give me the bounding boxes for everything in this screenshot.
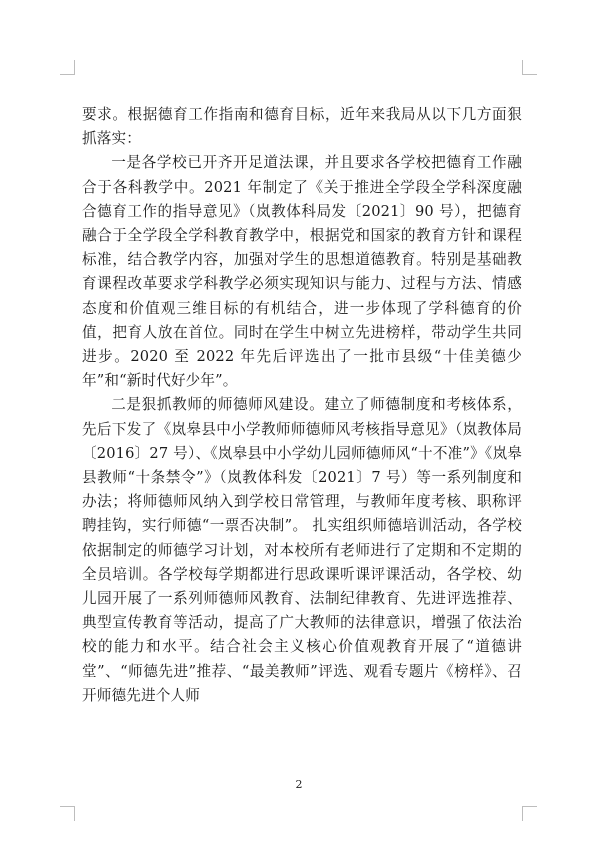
paragraph-teacher-ethics: 二是狠抓教师的师德师风建设。建立了师德制度和考核体系，先后下发了《岚皋县中小学教师师德师风考核指导意见》（岚教体局〔2016〕27 号）、《岚皋县中小学幼儿园师德师风“十不准”》《岚皋县教师“十条禁令”》（岚教体科发〔2021〕7 号）等一系列制度和办法；将师德师风纳入到学校日常管理，与教师年度考核、职称评聘挂钩，实行师德“一票否决制”。 扎实组织师德培训活动，各学校依据制定的师德学习计划，对本校所有老师进行了定期和不定期的全员培训。各学校每学期都进行思政课听课评课活动，各学校、幼儿园开展了一系列师德师风教育、法制纪律教育、先进评选推荐、典型宣传教育等活动，提高了广大教师的法律意识，增强了依法治校的能力和水平。结合社会主义核心价值观教育开展了“道德讲堂”、“师德先进”推荐、“最美教师”评选、观看专题片《榜样》、召开师德先进个人师 [82, 396, 522, 704]
crop-mark-top-left [60, 60, 75, 75]
paragraph-continuation: 要求。根据德育工作指南和德育目标，近年来我局从以下几方面狠抓落实： [82, 106, 522, 148]
crop-mark-top-right [522, 60, 537, 75]
page-number: 2 [295, 778, 303, 791]
document-body [82, 103, 522, 708]
crop-mark-bottom-left [60, 806, 75, 821]
crop-mark-bottom-right [522, 806, 537, 821]
paragraph-moral-education-curriculum: 一是各学校已开齐开足道法课，并且要求各学校把德育工作融合于各科教学中。2021 年制定了《关于推进全学段全学科深度融合德育工作的指导意见》（岚教体科局发〔2021〕90 号），把德育融合于全学段全学科教育教学中，根据党和国家的教育方针和课程标准，结合教学内容，加强对学生的思想道德教育。特别是基础教育课程改革要求学科教学必须实现知识与能力、过程与方法、情感态度和价值观三维目标的有机结合，进一步体现了学科德育的价值，把育人放在首位。同时在学生中树立先进榜样，带动学生共同进步。2020 至 2022 年先后评选出了一批市县级“十佳美德少年”和“新时代好少年”。 [82, 154, 522, 390]
